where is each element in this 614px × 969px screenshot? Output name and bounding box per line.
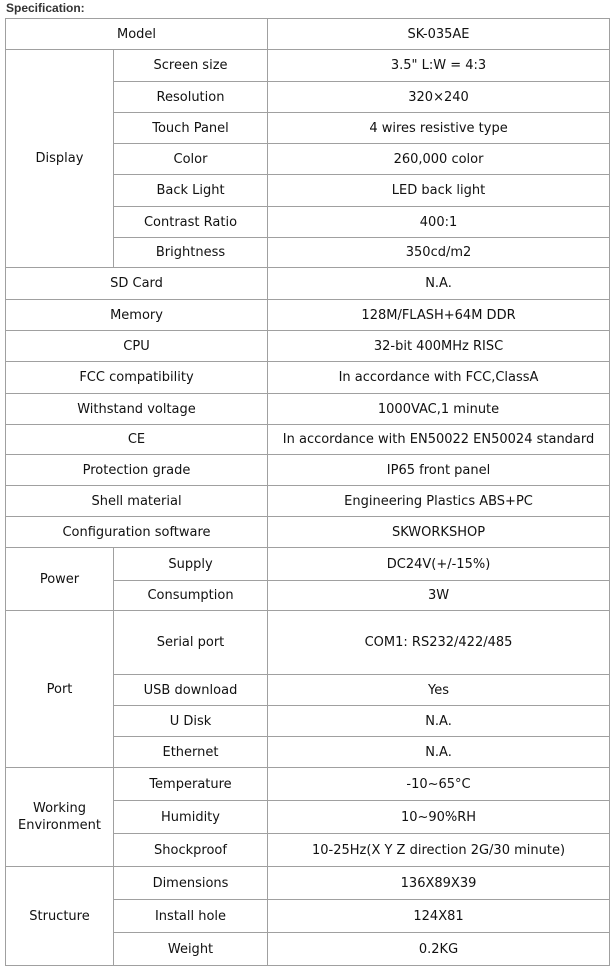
- spec-label: Touch Panel: [114, 113, 268, 144]
- table-row: [6, 362, 610, 394]
- spec-label: Color: [114, 144, 268, 175]
- spec-label: Contrast Ratio: [114, 207, 268, 238]
- table-row: [6, 548, 610, 581]
- spec-value: SK-035AE: [268, 19, 610, 50]
- table-row: [6, 867, 610, 900]
- table-row: [6, 300, 610, 331]
- table-row: [6, 50, 610, 82]
- spec-label: Protection grade: [6, 455, 268, 486]
- spec-label: Install hole: [114, 900, 268, 933]
- spec-value: N.A.: [268, 706, 610, 737]
- spec-label: Brightness: [114, 238, 268, 268]
- spec-value: 32-bit 400MHz RISC: [268, 331, 610, 362]
- table-row: [6, 455, 610, 486]
- group-label-port: Port: [6, 611, 114, 768]
- spec-value: 128M/FLASH+64M DDR: [268, 300, 610, 331]
- spec-label: Ethernet: [114, 737, 268, 768]
- spec-label: Back Light: [114, 175, 268, 207]
- spec-value: In accordance with FCC,ClassA: [268, 362, 610, 394]
- spec-label: CE: [6, 425, 268, 455]
- spec-value: 10-25Hz(X Y Z direction 2G/30 minute): [268, 834, 610, 867]
- spec-value: 3W: [268, 581, 610, 611]
- spec-value: In accordance with EN50022 EN50024 standard: [268, 425, 610, 455]
- spec-value: Engineering Plastics ABS+PC: [268, 486, 610, 517]
- group-label-power: Power: [6, 548, 114, 611]
- group-label-structure: Structure: [6, 867, 114, 966]
- spec-label: Model: [6, 19, 268, 50]
- spec-value: 400:1: [268, 207, 610, 238]
- spec-value: DC24V(+/-15%): [268, 548, 610, 581]
- spec-label: Memory: [6, 300, 268, 331]
- table-row: [6, 394, 610, 425]
- spec-value: Yes: [268, 675, 610, 706]
- spec-label: Withstand voltage: [6, 394, 268, 425]
- spec-label: Temperature: [114, 768, 268, 801]
- table-row: [6, 331, 610, 362]
- table-row: [6, 611, 610, 675]
- group-label-line: Environment: [17, 818, 101, 833]
- spec-label: Supply: [114, 548, 268, 581]
- spec-value: 136X89X39: [268, 867, 610, 900]
- spec-label: USB download: [114, 675, 268, 706]
- table-row: [6, 517, 610, 548]
- group-label-display: Display: [6, 50, 114, 268]
- spec-value: N.A.: [268, 737, 610, 768]
- spec-value: 3.5" L:W = 4:3: [268, 50, 610, 82]
- specification-table: [5, 18, 610, 966]
- spec-label: Humidity: [114, 801, 268, 834]
- group-label-line: Working: [32, 801, 87, 816]
- spec-value: 124X81: [268, 900, 610, 933]
- spec-label: Weight: [114, 933, 268, 966]
- spec-value: SKWORKSHOP: [268, 517, 610, 548]
- spec-label: Screen size: [114, 50, 268, 82]
- spec-label: Dimensions: [114, 867, 268, 900]
- spec-value: LED back light: [268, 175, 610, 207]
- spec-value: 4 wires resistive type: [268, 113, 610, 144]
- spec-label: Configuration software: [6, 517, 268, 548]
- spec-label: SD Card: [6, 268, 268, 300]
- table-row: [6, 425, 610, 455]
- spec-label: U Disk: [114, 706, 268, 737]
- group-label-working-environment: [6, 768, 114, 867]
- spec-value: 260,000 color: [268, 144, 610, 175]
- spec-value: N.A.: [268, 268, 610, 300]
- specification-heading: Specification:: [6, 1, 85, 15]
- table-row: [6, 19, 610, 50]
- spec-value: COM1: RS232/422/485: [268, 611, 610, 675]
- table-row: [6, 486, 610, 517]
- table-row: [6, 768, 610, 801]
- spec-value: -10~65°C: [268, 768, 610, 801]
- spec-label: Serial port: [114, 611, 268, 675]
- spec-label: CPU: [6, 331, 268, 362]
- spec-label: Shell material: [6, 486, 268, 517]
- spec-value: 0.2KG: [268, 933, 610, 966]
- spec-label: Resolution: [114, 82, 268, 113]
- spec-label: FCC compatibility: [6, 362, 268, 394]
- spec-value: IP65 front panel: [268, 455, 610, 486]
- spec-value: 10~90%RH: [268, 801, 610, 834]
- spec-value: 320×240: [268, 82, 610, 113]
- spec-value: 350cd/m2: [268, 238, 610, 268]
- spec-value: 1000VAC,1 minute: [268, 394, 610, 425]
- spec-label: Shockproof: [114, 834, 268, 867]
- table-row: [6, 268, 610, 300]
- spec-label: Consumption: [114, 581, 268, 611]
